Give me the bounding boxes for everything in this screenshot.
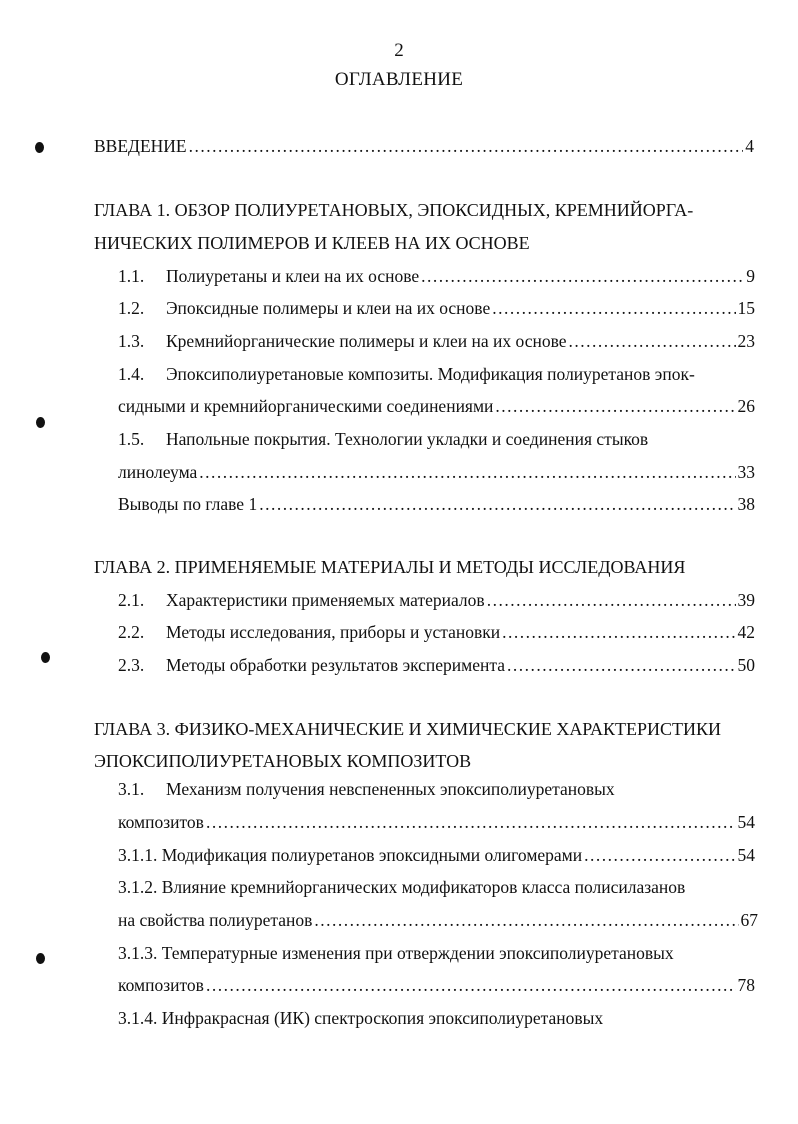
leader-dots (259, 492, 735, 516)
entry-number: 1.4. (118, 364, 145, 384)
entry-number: 2.3. (118, 655, 145, 675)
scan-mark (36, 417, 45, 428)
entry-text: Кремнийорганические полимеры и клеи на их основе (166, 331, 567, 351)
chapter-3-heading[interactable]: ГЛАВА 3. ФИЗИКО-МЕХАНИЧЕСКИЕ И ХИМИЧЕСКИЕ ХАРАКТЕРИСТИКИ (94, 719, 722, 739)
toc-entry-1-2[interactable] (118, 296, 755, 320)
leader-dots (584, 843, 735, 867)
toc-entry-3-1-2-cont[interactable] (118, 908, 758, 932)
entry-number: 1.2. (118, 298, 145, 318)
entry-page: 67 (740, 910, 758, 930)
toc-entry-3-1-3[interactable] (118, 941, 755, 965)
entry-text: Эпоксидные полимеры и клеи на их основе (166, 298, 491, 318)
toc-entry-1-5[interactable] (118, 427, 755, 451)
toc-entry-3-1-1[interactable] (118, 843, 755, 867)
entry-text: на свойства полиуретанов (118, 910, 313, 930)
toc-entry-3-1[interactable] (118, 777, 755, 801)
entry-text: Напольные покрытия. Технологии укладки и соединения стыков (166, 429, 649, 449)
entry-page: 15 (737, 298, 755, 318)
entry-text: 3.1.4. Инфракрасная (ИК) спектроскопия эпоксиполиуретановых (118, 1008, 604, 1028)
page-title: ОГЛАВЛЕНИЕ (334, 69, 464, 90)
leader-dots (199, 460, 735, 484)
leader-dots (206, 973, 736, 997)
entry-page: 39 (737, 590, 755, 610)
entry-text: Эпоксиполиуретановые композиты. Модификация полиуретанов эпок- (166, 364, 695, 384)
chapter-1-heading-cont: НИЧЕСКИХ ПОЛИМЕРОВ И КЛЕЕВ НА ИХ ОСНОВЕ (94, 233, 530, 253)
entry-page: 23 (737, 331, 755, 351)
entry-text: Полиуретаны и клеи на их основе (166, 266, 420, 286)
toc-entry-2-1[interactable] (118, 588, 755, 612)
leader-dots (314, 908, 738, 932)
leader-dots (189, 134, 744, 158)
entry-number: 2.1. (118, 590, 145, 610)
page-number: 2 (394, 40, 404, 61)
entry-page: 50 (737, 655, 755, 675)
toc-entry-1-4[interactable] (118, 362, 755, 386)
toc-entry-1-3[interactable] (118, 329, 755, 353)
entry-text: ВВЕДЕНИЕ (94, 136, 187, 156)
leader-dots (487, 588, 736, 612)
entry-page: 38 (737, 494, 755, 514)
entry-text: Характеристики применяемых материалов (166, 590, 485, 610)
toc-entry-3-1-3-cont[interactable] (118, 973, 755, 997)
leader-dots (421, 264, 744, 288)
entry-text: сидными и кремнийорганическими соединениями (118, 396, 494, 416)
toc-entry-1-4-cont[interactable] (118, 394, 755, 418)
entry-number: 3.1. (118, 779, 145, 799)
entry-text: Механизм получения невспененных эпоксиполиуретановых (166, 779, 615, 799)
entry-text: линолеума (118, 462, 198, 482)
entry-number: 1.1. (118, 266, 145, 286)
entry-page: 54 (737, 845, 755, 865)
toc-entry-2-2[interactable] (118, 620, 755, 644)
entry-text: 3.1.2. Влияние кремнийорганических модификаторов класса полисилазанов (118, 877, 686, 897)
entry-number: 1.5. (118, 429, 145, 449)
entry-text: 3.1.1. Модификация полиуретанов эпоксидными олигомерами (118, 845, 583, 865)
scan-mark (41, 652, 50, 663)
scan-mark (35, 142, 44, 153)
leader-dots (502, 620, 735, 644)
leader-dots (507, 653, 736, 677)
entry-page: 78 (737, 975, 755, 995)
toc-entry-conclusions-1[interactable] (118, 492, 755, 516)
toc-entry-1-5-cont[interactable] (118, 460, 755, 484)
entry-text: 3.1.3. Температурные изменения при отверждении эпоксиполиуретановых (118, 943, 674, 963)
entry-text: Методы исследования, приборы и установки (166, 622, 501, 642)
entry-page: 33 (737, 462, 755, 482)
entry-text: Выводы по главе 1 (118, 494, 258, 514)
entry-page: 26 (737, 396, 755, 416)
entry-number: 2.2. (118, 622, 145, 642)
entry-text: Методы обработки результатов эксперимента (166, 655, 505, 675)
entry-page: 54 (737, 812, 755, 832)
leader-dots (569, 329, 736, 353)
toc-entry-3-1-2[interactable] (118, 875, 755, 899)
chapter-3-heading-cont: ЭПОКСИПОЛИУРЕТАНОВЫХ КОМПОЗИТОВ (94, 751, 472, 771)
chapter-2-heading[interactable]: ГЛАВА 2. ПРИМЕНЯЕМЫЕ МАТЕРИАЛЫ И МЕТОДЫ ИССЛЕДОВАНИЯ (94, 557, 686, 577)
toc-entry-intro[interactable] (94, 134, 754, 158)
entry-text: композитов (118, 975, 204, 995)
leader-dots (495, 394, 735, 418)
leader-dots (492, 296, 735, 320)
toc-entry-3-1-cont[interactable] (118, 810, 755, 834)
toc-entry-1-1[interactable] (118, 264, 755, 288)
entry-number: 1.3. (118, 331, 145, 351)
chapter-1-heading[interactable]: ГЛАВА 1. ОБЗОР ПОЛИУРЕТАНОВЫХ, ЭПОКСИДНЫХ, КРЕМНИЙОРГА- (94, 200, 694, 220)
toc-entry-2-3[interactable] (118, 653, 755, 677)
toc-entry-3-1-4[interactable] (118, 1006, 755, 1030)
leader-dots (206, 810, 736, 834)
entry-page: 9 (746, 266, 755, 286)
entry-page: 4 (745, 136, 754, 156)
entry-text: композитов (118, 812, 204, 832)
scan-mark (36, 953, 45, 964)
entry-page: 42 (737, 622, 755, 642)
